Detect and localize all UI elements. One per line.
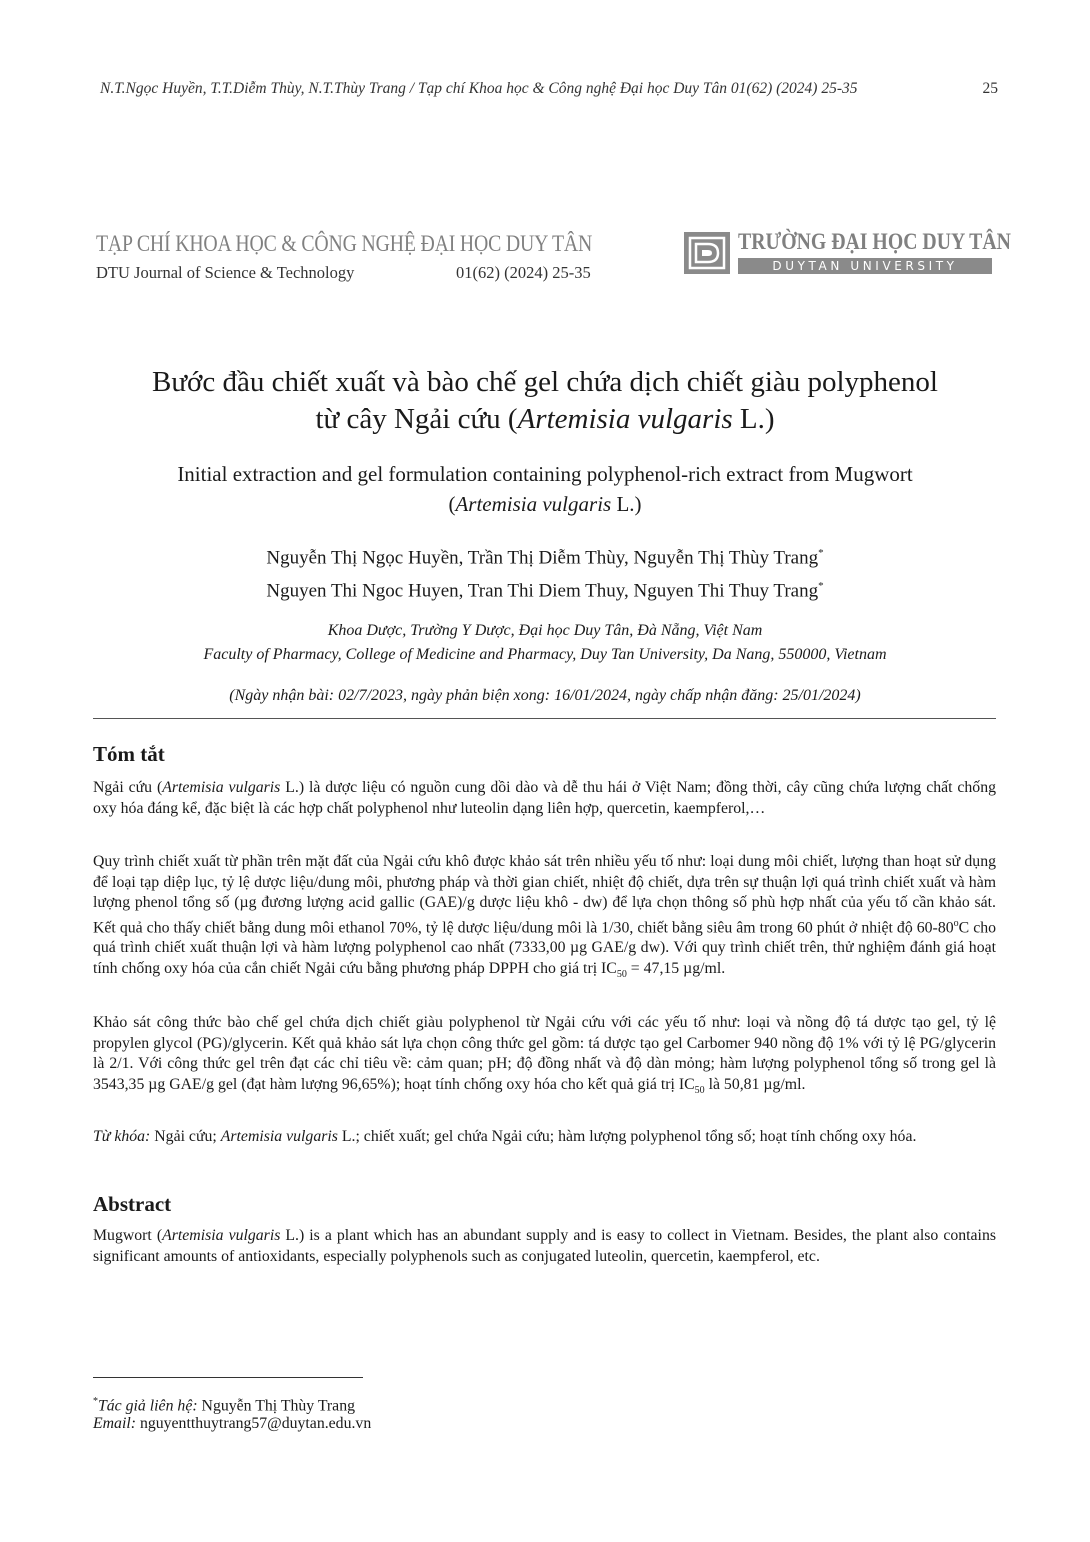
title-en-line1: Initial extraction and gel formulation containing polyphenol-rich extract from Mugwort: [177, 462, 913, 486]
journal-name-en: DTU Journal of Science & Technology: [96, 263, 355, 282]
submission-dates: (Ngày nhận bài: 02/7/2023, ngày phản biện xong: 16/01/2024, ngày chấp nhận đăng: 25/01/2024): [229, 687, 861, 704]
author-list: [90, 539, 1000, 606]
journal-name-vn: TẠP CHÍ KHOA HỌC & CÔNG NGHỆ ĐẠI HỌC DUY TÂN: [96, 231, 593, 256]
title-en-line2: (Artemisia vulgaris L.): [448, 492, 642, 516]
journal-volume: 01(62) (2024) 25-35: [456, 263, 591, 282]
affiliation-en: Faculty of Pharmacy, College of Medicine and Pharmacy, Duy Tan University, Da Nang, 550000, Vietnam: [203, 646, 887, 663]
abstract-heading: Abstract: [93, 1192, 172, 1216]
page-number: 25: [982, 80, 998, 97]
title-vn-line2: từ cây Ngải cứu (Artemisia vulgaris L.): [315, 403, 775, 435]
affiliation-vn: Khoa Dược, Trường Y Dược, Đại học Duy Tân, Đà Nẵng, Việt Nam: [327, 622, 763, 639]
tomtat-paragraph-3: Khảo sát công thức bào chế gel chứa dịch chiết giàu polyphenol từ Ngải cứu với các yếu tố như: loại và nồng độ tá dược tạo gel, tỷ lệ propylen glycol (PG)/glycerin. Kết quả khảo sát lựa chọn công thức gel gồm: tá dược tạo gel Carbomer 940 nồng độ 1% với tỷ lệ PG/glycerin là 2/1. Với công thức gel trên đạt các chỉ tiêu về: cảm quan; pH; độ đồng nhất và độ dàn mỏng; hàm lượng polyphenol tổng số trong gel là 3543,35 µg GAE/g gel (đạt hàm lượng 96,65%); hoạt tính chống oxy hóa cho kết quả giá trị $IC_{50}$ là 50,81 µg/ml.: [93, 1014, 996, 1096]
university-logo-icon: [684, 232, 730, 274]
footnote-divider: [93, 1377, 363, 1378]
title-vn-line1: Bước đầu chiết xuất và bào chế gel chứa dịch chiết giàu polyphenol: [151, 366, 938, 398]
authors-vn: Nguyễn Thị Ngọc Huyền, Trần Thị Diễm Thùy, Nguyễn Thị Thùy Trang*: [266, 547, 824, 569]
email-link[interactable]: nguyentthuytrang57@duytan.edu.vn: [136, 1415, 372, 1432]
affiliation: [90, 619, 1000, 667]
tomtat-paragraph-2: Quy trình chiết xuất từ phần trên mặt đất của Ngải cứu khô được khảo sát trên nhiều yếu tố như: loại dung môi chiết, lượng than hoạt sử dụng để loại tạp diệp lục, tỷ lệ dược liệu/dung môi, phương pháp và thời gian chiết, nhiệt độ chiết, dựa trên sự thuận lợi quá trình chiết xuất và hàm lượng phenol tổng số (µg đương lượng acid gallic (GAE)/g dược liệu khô - dw) để lựa chọn thông số phù hợp nhất của yếu tố cần khảo sát. Kết quả cho thấy chiết bằng dung môi ethanol 70%, tỷ lệ dược liệu/dung môi là 1/30, chiết bằng siêu âm trong 60 phút ở nhiệt độ 60-80$^o$C cho quá trình chiết xuất thuận lợi và hàm lượng polyphenol cao nhất (7333,00 µg GAE/g dw). Với quy trình chiết trên, thử nghiệm đánh giá hoạt tính chống oxy hóa của cắn chiết Ngải cứu bằng phương pháp DPPH cho giá trị $IC_{50} = 47,15$ µg/ml.: [93, 853, 997, 980]
keywords: Từ khóa: Ngải cứu; Artemisia vulgaris L.; chiết xuất; gel chứa Ngải cứu; hàm lượng polyphenol tổng số; hoạt tính chống oxy hóa.: [93, 1128, 917, 1145]
footnote-contact: *Tác giả liên hệ: Nguyễn Thị Thùy Trang: [93, 1396, 355, 1415]
tomtat-paragraph-1: Ngải cứu (Artemisia vulgaris L.) là dược liệu có nguồn cung dồi dào và dễ thu hái ở Việt Nam; đồng thời, cây cũng chứa lượng chất chống oxy hóa đáng kể, đặc biệt là các hợp chất polyphenol như luteolin dạng liên hợp, quercetin, kaempferol,…: [93, 779, 996, 817]
tomtat-heading: Tóm tắt: [93, 742, 165, 766]
abstract-paragraph-1: Mugwort (Artemisia vulgaris L.) is a plant which has an abundant supply and is easy to collect in Vietnam. Besides, the plant also contains significant amounts of antioxidants, especially polyphenols such as conjugated luteolin, quercetin, kaempferol, etc.: [93, 1227, 996, 1265]
article-title-vn: [90, 364, 1000, 438]
divider: [93, 718, 996, 719]
university-name-vn: TRƯỜNG ĐẠI HỌC DUY TÂN: [738, 229, 1011, 254]
authors-en: Nguyen Thi Ngoc Huyen, Tran Thi Diem Thuy, Nguyen Thi Thuy Trang*: [266, 580, 824, 602]
footnote-email: Email: nguyentthuytrang57@duytan.edu.vn: [93, 1415, 372, 1432]
university-name-en: DUYTAN UNIVERSITY: [738, 258, 992, 274]
running-header-citation: N.T.Ngọc Huyền, T.T.Diễm Thùy, N.T.Thùy Trang / Tạp chí Khoa học & Công nghệ Đại học Duy Tân 01(62) (2024) 25-35: [100, 80, 858, 97]
article-title-en: [90, 459, 1000, 519]
running-header: [100, 80, 1000, 98]
